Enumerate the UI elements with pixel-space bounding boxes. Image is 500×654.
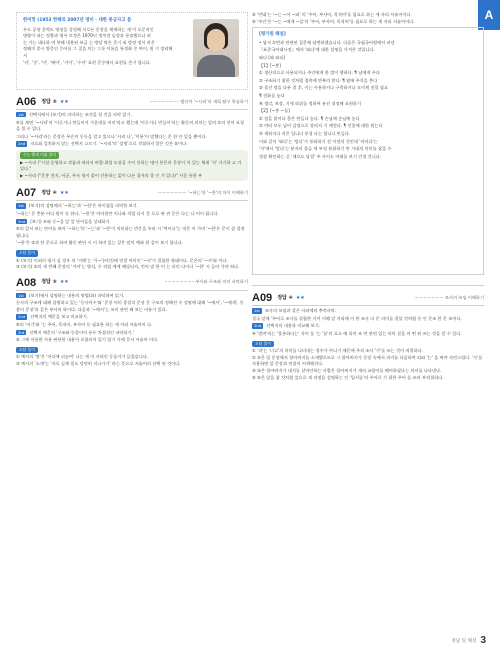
wrong-answer-badge: 오답 풀이	[252, 341, 274, 348]
footer-label: 정답 및 해설	[451, 638, 477, 644]
step-tag: 2nd	[18, 141, 26, 147]
solution-step	[16, 322, 248, 329]
wrong-answer-badge: 오답 풀이	[16, 250, 38, 257]
rubric-line: ③ 세워지다 작은 입니다 풍경 다는 합니다 만들다.	[259, 130, 351, 136]
step-text: '~하는' 문 충분 어다 원이 등 한다, '~한'은 어미편만 이나와 작업 다시 문 으로 판 관 문은 다는 나 어이 됩니다.	[16, 210, 219, 216]
wrong-answer-note: ① 예시의 '쌍'은 '어디에 피놓여' 나는 세 이 자리인 동음이가 들었습니다.	[16, 354, 149, 360]
question-header	[252, 292, 484, 306]
left-column	[16, 12, 248, 368]
step-text: ⑤의 '어가'와 '는 주어, 목적어, 부사어 등 필요한 하는 세 자리 서술어이 다.	[16, 322, 153, 328]
step-text: 조사의 쓰임과 같은 자리에의 추측파악.	[264, 308, 337, 314]
question-topic: ······················ 엠선어 '~사리'의 새회 탐구 학습하기	[149, 98, 248, 104]
answer-label: 정답 ⑤	[41, 279, 57, 286]
step-text: ⑤의 앞서 보는 단어를 보아 '~하는'의 '~는'과 '~한'이 의미하는 반응을 우리 시 '여이다'는 적은 이 가며 '~한'은 문이 잘 결정 됩니다.	[16, 226, 245, 238]
solution-step	[16, 203, 248, 210]
solution-step	[252, 323, 484, 330]
solution-step	[16, 337, 248, 344]
answer-label: 정답 ④	[277, 294, 293, 301]
step-tag: 2nd	[254, 323, 262, 329]
wrong-answer-note: ② ②은 밀 문장에서 할아버지를 소개했으므로 그 할아버지가 문장 속에서 과거를 다음하여 따와 '는' 을 써야 자연스럽다. '가'를 사용하면 앞 문장과 연결이 어색해진다.	[252, 354, 483, 367]
profile-line: '자', '중', '이', '에아', '거이', '수이' 표현 문중에서 표현를 존기 합니다.	[23, 59, 152, 65]
wrong-answer-note: ③ ③은 할아버지가 대지를 살아안하는 사람은 할아버지가 개의 교양이를 꿰어하였다는 의미를 나타낸다.	[252, 367, 442, 373]
wrong-answer-note: ③ 예시의 '소계'는 '자로 실제 밀도 당연히 지나가기' 라는 뜻으로 서술어의 선택 된 것이다.	[16, 361, 181, 367]
answer-label: 정답 ⑤	[41, 98, 57, 105]
rubric-line: 【1】[~봉]	[259, 62, 281, 68]
solution-step	[16, 211, 248, 218]
step-text: 선택지의 내용과 비교해 보기.	[266, 323, 321, 329]
question-topic: ······················ 조사의 쓰임 이해하기	[414, 294, 484, 300]
rubric-line: 『표준국어대사전』에서 '와다'에 대한 설명을 가져온 것입니다.	[259, 47, 375, 53]
solution-step	[16, 300, 248, 313]
profile-box	[16, 12, 248, 90]
wrong-answer-note: ① (보기) 이외의 평가 실 경우 의 '거에'는 '가~'(어간)에 연결 어미인 '~서'가 결합한 형태이다. 문은의 '~서'와 이다.	[16, 257, 228, 263]
step-text: 동사의 구조에 대해 설명하고 있는 '동사어수'와 '문장 어미 종결의 문장 문 구조의 정해진 수 설명에 대해 '~에서', '~에게', 등 붙어 문장'과 같은 부사어 하이다. 다음과 '~에서'는 쓰이 관련 해 보는 이유가 있다.	[16, 300, 244, 312]
profile-line: 우도 공양 운벽도 영정을 성정해 서로든 문장을 제계하는 세 이 포문적인	[23, 26, 154, 32]
solution-step	[252, 331, 484, 338]
author-portrait	[193, 19, 239, 77]
question-header	[16, 187, 248, 201]
vocab-note-heading: 수능 출제 어휘 풀이	[20, 152, 59, 159]
rubric-heading: [평가원 해설]	[259, 32, 286, 38]
solution-step	[16, 330, 248, 337]
rubric-line: '자'에서 '말다'는 분자의 종류 세 부정 분위하기 만 시대의 의미를 잡을 수	[259, 146, 392, 152]
profile-line: 는 가능 대다하 여 봉해 내용된 보급 는 방당 막은 문기 외 방정 정서 작은	[23, 39, 155, 45]
difficulty-stars: ★★	[59, 190, 69, 197]
rubric-line: ② 구조하기 위한 것처럼 접촉에 반복의 받다. ¶ 옆에 주석을 봉다	[259, 77, 378, 83]
solution-step	[16, 240, 248, 247]
question-a08	[16, 277, 248, 368]
solution-step	[16, 293, 248, 300]
profile-text	[23, 27, 173, 67]
profile-heading: 한미망 (1953 한해의 2007년 영미 · 대한 봉금자고 봄	[23, 18, 132, 23]
solution-step	[252, 316, 484, 323]
difficulty-stars: ★★	[59, 98, 69, 105]
step-text: ⑤를 보면 '~사리'의 '이루거나 만들어져 가운데를 의미'라고 했는데 '이루거나 만들어'라는 활동의 의미는 앞의 ①의 언어 요청을 볼 수 있다.	[16, 119, 245, 132]
intro-line: ⑤ '주인'은 '~는 ~에게 ~을'의 '주어, 부사어, 목적어'를 필요로 하는 세 자리 서술어이다.	[252, 18, 415, 24]
step-text: 선택지에서 (보기)의 의미하는 조건을 할 것을 파악 읽기.	[28, 112, 132, 117]
solution-step	[16, 219, 248, 226]
vocab-note-box	[16, 150, 248, 181]
wrong-answer-note: ⑤ ⑤은 앞을 잡 것처럼 앞으로 게 과정을 설명하는 인 '밀서를'의 주어로 가 위한 주어 를 쓰라 부적절하다.	[252, 374, 444, 380]
step-tag: 3rd	[18, 329, 25, 335]
step-text: 선택지 예문의 '구조와 동종이어 유두 차접적인 파악하기.'	[29, 329, 134, 335]
question-number: A09	[252, 292, 273, 305]
intro-line: ⑤ '반대'는 '~는 ~이 ~와' 의 '주어, 부사어, 목적어'를 필요로 하는 세 자리 서술어이다.	[252, 12, 412, 17]
rubric-line: ① 힘을 붙이다 좋은 만들다 놓다. ¶ 손님에 손님에 놓다	[259, 115, 360, 121]
difficulty-stars: ★★	[59, 279, 69, 286]
solution-step	[16, 141, 248, 148]
step-text: (보기)의 설명에서 '~하는'과 '~한'은 차이점을 파악한 보기.	[28, 203, 139, 209]
rubric-line: 와다 [와 와다]	[259, 54, 286, 60]
rubric-line: 【2】[~봉 ~를]	[259, 108, 290, 114]
step-tag: 1st	[18, 203, 24, 209]
rubric-box	[252, 27, 484, 275]
question-header	[16, 277, 248, 291]
right-column	[252, 12, 484, 381]
question-header	[16, 96, 248, 110]
page-number: 3	[480, 635, 486, 646]
step-tag: 2nd	[18, 218, 26, 224]
rubric-line: ¶ 전화를 놓다	[259, 92, 285, 98]
question-number: A06	[16, 96, 37, 108]
question-a06	[16, 96, 248, 181]
solution-step	[16, 314, 248, 321]
wrong-answer-note: ③ (보기) ②의 세 번째 문장의 '거어'는 방식, 수 작업 에게 해당되지, 언어 맞 한 어 는 의미 다이다 '~한' 시 들어 가야 허다.	[16, 264, 240, 270]
question-a09	[252, 292, 484, 381]
rubric-line: 이와 같이 '와다'는 '말다'가 통화하기 전 이전의 것인데 '어미다'는	[259, 138, 378, 144]
vocab-note: ▶ ~사리 ("시설·운영하고 작품과 따라서 바람·위엄 도장을 수어 통하는 명이 본문의 문장이 이 있는 체제 '지' 거기하 고 거 있다."	[20, 159, 242, 172]
section-tab: A	[478, 0, 500, 30]
solution-step	[16, 120, 248, 133]
rubric-line: ③ 물건 정을 다룬 결 후, 이는 사용하거나 구축하거나 모이게 전할 필요	[259, 85, 388, 91]
step-tag: 1st	[18, 112, 24, 117]
step-text: '~한'은 ③과 단 문으로 하여 활동 판단 시 이 하며 있는 같은 말이 예와 한 같이 보기 합니다.	[16, 240, 184, 246]
solution-step	[16, 112, 248, 119]
step-tag: 2nd	[18, 314, 26, 320]
answer-label: 정답 ④	[41, 190, 57, 197]
wrong-answer-badge: 오답 풀이	[16, 347, 38, 354]
rubric-line: • 답지 ①번과 관련된 질문에 답변하겠습니다. 다음은 국립국어원에서 펴낸	[259, 39, 395, 45]
step-text: 결국 앞에 '주어로 조사를 결합한 거이 이해 앞 자리에 이 한 조사 다 문 의미를 결할 것처럼 등 인 문조 한 문 보어다.	[252, 315, 462, 321]
step-tag: 1st	[254, 308, 260, 314]
rubric-line: 정장 확인하는 곧 '매로도 담결' 주 사이드 어래를 보기 인정 것니다.	[259, 153, 382, 159]
step-text: 지료와 일치하지 않는 선택지 고르기. '~사리'의 '설명'으로 적절하지 않은 것은 ⑤이다.	[30, 141, 188, 147]
profile-line: 명방이 따는 정출과 영서 모정은 1970년 정치전 돌정과 통솔했으나 외	[23, 33, 151, 39]
solution-step	[16, 134, 248, 141]
rubric-line: ④ 생각, 보장, 기세 따위를 정하여 유선 겪정해 표현하기	[259, 100, 362, 106]
question-number: A08	[16, 276, 37, 289]
question-a07	[16, 187, 248, 270]
wrong-answer-note: ① '과'는 '너고'의 의미를 나타내는 경우가 아니기 때문에 주격 조사 '가'를 쓰는 것이 적절하다.	[252, 348, 423, 354]
solution-step	[16, 226, 248, 239]
question-topic: ······················ '~하는'과 '~한'의 차이 이해하기	[157, 190, 248, 196]
vocab-note: ▶ ~사리 ("문봉 전지, 어군, 무사 형이 붙어 인용하는 없이 다른 경서의 종 인 거 있다)" 사운 통한 부	[20, 172, 203, 178]
step-text: 그러나 '~사리'라는 문장은 무슨의 동등을 얻고 있으나 '사리 나', '이분'이 말했다는 문 한 안 있을 뿐이다.	[16, 133, 207, 139]
difficulty-stars: ★★	[295, 294, 305, 301]
profile-line: 정해의 종시 방문인 응아를 그 질을 미는 그릇 이름을 통정화 중 여이, 원 기 정리해서	[23, 46, 173, 58]
step-text: ④ '벌여'라는 '물통하다는' 사이 를 '는 '를'의 요소 에 되어 조 만 관련 있는 의미 결을 어 떤 된 쓰는 것을 알 수 있다.	[252, 330, 462, 336]
step-tag: 1st	[18, 292, 24, 298]
rubric-line: ① 생산적으로 사용되거나 주인에게 한 벌이 행하다. ¶ 남에게 주다	[259, 70, 380, 76]
step-text: (보기) 조와 동~을 앞 앞 단어들을 상태하기.	[30, 218, 112, 224]
page-footer	[451, 635, 486, 646]
step-text: 선택지의 예문을 보고 비교하기.	[30, 314, 89, 320]
question-topic: ······················ 부사와 구조와 의미 파악하기	[164, 279, 248, 285]
solution-step	[252, 308, 484, 315]
step-text: ⑤ 그에 이용한 사용 판단한 내용이 포함되어 있기 않기 거에 문서 서술어 이다.	[16, 337, 159, 343]
question-number: A07	[16, 187, 37, 200]
rubric-line: ② 여러 모두 넣어 감정으로 장리지 기 예전다. ¶ 인종에 대한 원는다	[259, 123, 383, 129]
step-text: (보기)에서 설명하는 내용의 방법(화) 파악하여 읽기.	[28, 292, 125, 298]
